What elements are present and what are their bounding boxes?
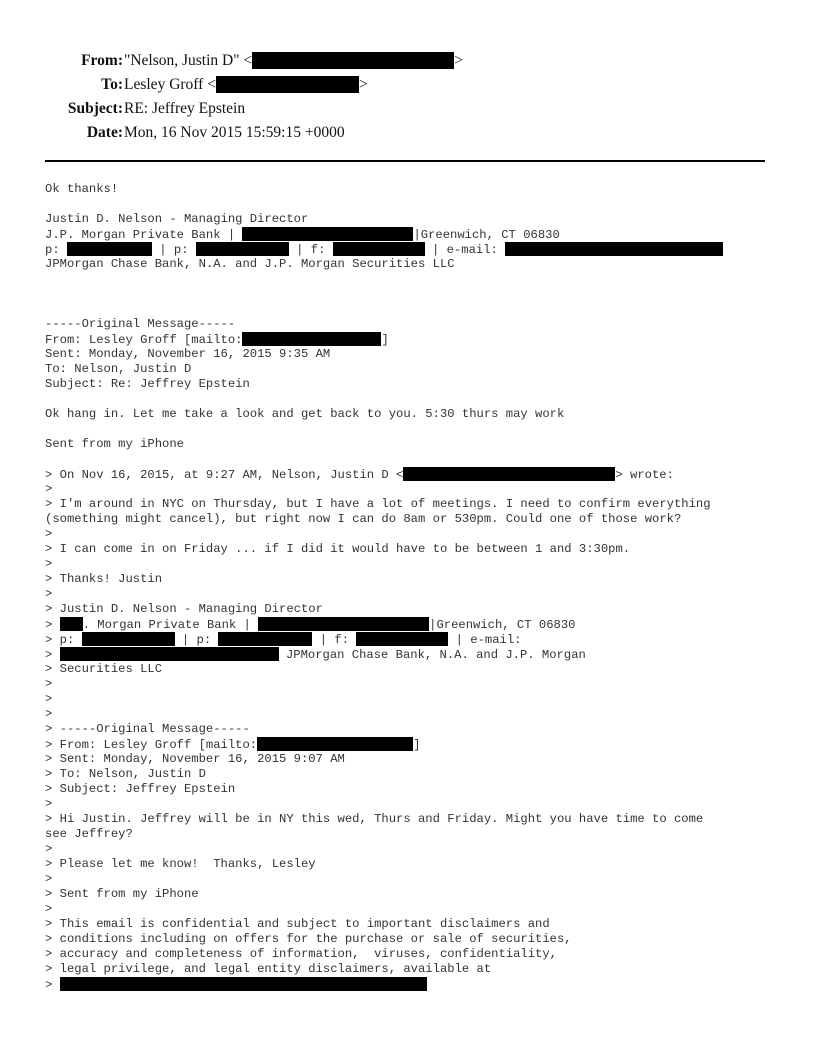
email-body [45,182,775,992]
body-line: Ok hang in. Let me take a look and get back to you. 5:30 thurs may work [45,407,565,421]
quote-line [45,737,775,752]
redaction [403,467,615,481]
header-subject-row [0,100,816,124]
quote-line: > [45,482,53,496]
quote-line: (something might cancel), but right now I can do 8am or 530pm. Could one of those work? [45,512,682,526]
from-close: > [454,52,463,69]
disclaimer-line: > legal privilege, and legal entity disclaimers, available at [45,962,492,976]
redaction [505,242,723,256]
disclaimer-line: > This email is confidential and subject to important disclaimers and [45,917,550,931]
subject-value: RE: Jeffrey Epstein [124,100,246,117]
quote-line: > Sent: Monday, November 16, 2015 9:07 AM [45,752,345,766]
redaction [356,632,448,646]
quote-line: > [45,842,53,856]
text-part: > wrote: [615,468,674,482]
signature-contacts [45,242,775,257]
to-label: To: [101,76,123,93]
from-text: "Nelson, Justin D" < [124,52,253,69]
quote-line: > Hi Justin. Jeffrey will be in NY this wed, Thurs and Friday. Might you have time to come [45,812,704,826]
from-label: From: [81,52,123,69]
quote-line [45,647,775,662]
redaction [218,632,312,646]
redaction [252,52,454,69]
quote-line: > Thanks! Justin [45,572,163,586]
text-part: p: [45,243,67,257]
header-date-row [0,124,816,148]
quote-line: > [45,692,53,706]
text-part: | e-mail: [448,633,522,647]
text-part: | p: [174,633,219,647]
signature-name: Justin D. Nelson - Managing Director [45,212,309,226]
subject-label: Subject: [67,100,123,117]
header-from-row [0,52,816,76]
quote-line: > [45,707,53,721]
text-part: > [45,618,60,632]
original-subject: Subject: Re: Jeffrey Epstein [45,377,250,391]
blank-line [45,287,775,302]
blank-line [45,452,775,467]
text-part: > From: Lesley Groff [mailto: [45,738,258,752]
redaction [216,76,359,93]
text-part: . Morgan Private Bank | [82,618,259,632]
quote-line: > Sent from my iPhone [45,887,199,901]
quote-line: > Subject: Jeffrey Epstein [45,782,236,796]
redaction [257,737,413,751]
quote-line: see Jeffrey? [45,827,133,841]
from-value [124,52,463,70]
quote-line: > Please let me know! Thanks, Lesley [45,857,316,871]
redaction [196,242,289,256]
email-header [0,52,816,148]
blank-line [45,422,775,437]
quote-line: > Justin D. Nelson - Managing Director [45,602,323,616]
redaction [242,332,381,346]
original-from [45,332,775,347]
blank-line [45,197,775,212]
to-text: Lesley Groff < [124,76,216,93]
redaction [333,242,425,256]
quote-line: > [45,587,53,601]
redaction [258,617,429,631]
quote-attribution [45,467,775,482]
text-part: | e-mail: [424,243,506,257]
redaction [242,227,413,241]
disclaimer-line [45,977,775,992]
original-to: To: Nelson, Justin D [45,362,192,376]
to-close: > [358,76,368,93]
text-part: ] [381,333,389,347]
quote-line: > [45,527,53,541]
text-part: | p: [151,243,196,257]
blank-line [45,272,775,287]
header-divider [45,160,765,162]
header-to-row [0,76,816,100]
signature-bank [45,227,775,242]
text-part: | f: [312,633,357,647]
blank-line [45,392,775,407]
text-part: > [45,978,60,992]
disclaimer-line: > accuracy and completeness of information, viruses, confidentiality, [45,947,557,961]
date-label: Date: [86,124,123,141]
text-part: JPMorgan Chase Bank, N.A. and J.P. Morgan [278,648,586,662]
text-part: | f: [288,243,333,257]
text-part: > p: [45,633,82,647]
text-part: J.P. Morgan Private Bank | [45,228,243,242]
redaction [67,242,152,256]
redaction [82,632,175,646]
text-part: From: Lesley Groff [mailto: [45,333,243,347]
signature-entity: JPMorgan Chase Bank, N.A. and J.P. Morgan Securities LLC [45,257,455,271]
text-part: |Greenwich, CT 06830 [413,228,560,242]
quote-line: > To: Nelson, Justin D [45,767,206,781]
quote-line: > Securities LLC [45,662,163,676]
disclaimer-line: > conditions including on offers for the purchase or sale of securities, [45,932,572,946]
quote-line: > I can come in on Friday ... if I did it would have to be between 1 and 3:30pm. [45,542,631,556]
quote-line: > [45,872,53,886]
quote-line [45,632,775,647]
quote-line: > [45,797,53,811]
original-sent: Sent: Monday, November 16, 2015 9:35 AM [45,347,331,361]
body-line: Sent from my iPhone [45,437,184,451]
blank-line [45,302,775,317]
redaction [60,977,427,991]
date-value: Mon, 16 Nov 2015 15:59:15 +0000 [124,124,345,141]
to-value [124,76,368,94]
quote-line [45,617,775,632]
text-part: ] [413,738,421,752]
redaction [60,617,83,631]
quote-line: > [45,557,53,571]
redaction [60,647,279,661]
text-part: > [45,648,60,662]
body-line: Ok thanks! [45,182,119,196]
quote-line: > [45,677,53,691]
quote-line: > I'm around in NYC on Thursday, but I have a lot of meetings. I need to confirm everything [45,497,711,511]
original-message-marker: -----Original Message----- [45,317,236,331]
quote-line: > [45,902,53,916]
text-part: |Greenwich, CT 06830 [429,618,576,632]
text-part: > On Nov 16, 2015, at 9:27 AM, Nelson, Justin D < [45,468,404,482]
quote-line: > -----Original Message----- [45,722,250,736]
